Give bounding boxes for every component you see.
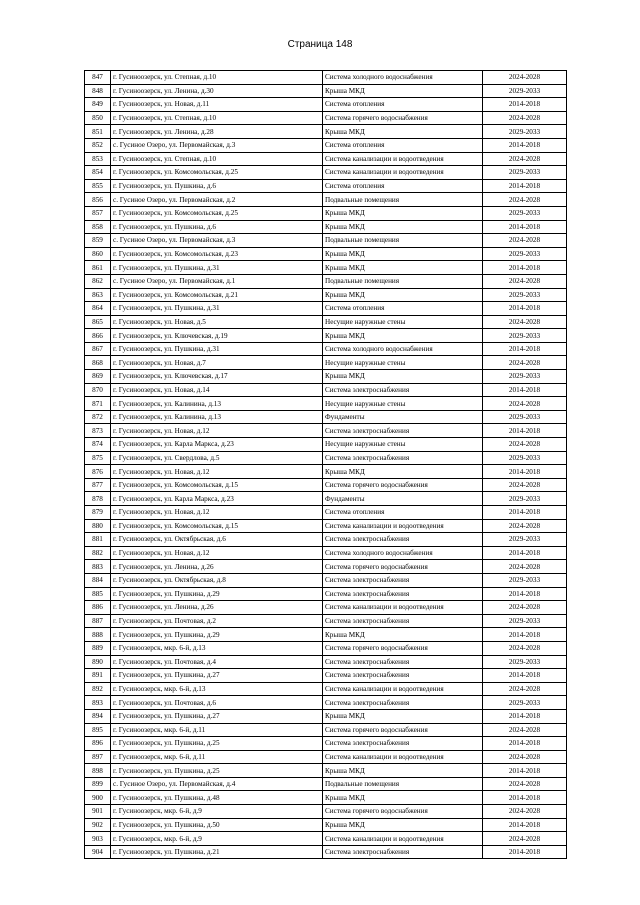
row-number-cell: 872 xyxy=(85,410,111,424)
system-cell: Система электроснабжения xyxy=(323,587,483,601)
period-cell: 2029-2033 xyxy=(483,370,567,384)
address-cell: г. Гусиноозерск, мкр. 6-й, д.13 xyxy=(111,682,323,696)
table-row xyxy=(85,519,567,533)
address-cell: с. Гусиное Озеро, ул. Первомайская, д.1 xyxy=(111,274,323,288)
period-cell: 2014-2018 xyxy=(483,179,567,193)
address-cell: г. Гусиноозерск, ул. Пушкина, д.29 xyxy=(111,628,323,642)
system-cell: Фундаменты xyxy=(323,492,483,506)
table-row xyxy=(85,206,567,220)
row-number-cell: 892 xyxy=(85,682,111,696)
table-row xyxy=(85,410,567,424)
table-row xyxy=(85,247,567,261)
row-number-cell: 853 xyxy=(85,152,111,166)
row-number-cell: 861 xyxy=(85,261,111,275)
row-number-cell: 860 xyxy=(85,247,111,261)
row-number-cell: 891 xyxy=(85,669,111,683)
system-cell: Система холодного водоснабжения xyxy=(323,342,483,356)
system-cell: Система канализации и водоотведения xyxy=(323,682,483,696)
period-cell: 2014-2018 xyxy=(483,845,567,859)
period-cell: 2024-2028 xyxy=(483,601,567,615)
row-number-cell: 897 xyxy=(85,750,111,764)
table-row xyxy=(85,261,567,275)
row-number-cell: 894 xyxy=(85,709,111,723)
period-cell: 2014-2018 xyxy=(483,506,567,520)
system-cell: Система отопления xyxy=(323,98,483,112)
table-row xyxy=(85,560,567,574)
table-row xyxy=(85,709,567,723)
period-cell: 2029-2033 xyxy=(483,655,567,669)
system-cell: Несущие наружные стены xyxy=(323,356,483,370)
table-row xyxy=(85,152,567,166)
repair-schedule-table xyxy=(84,70,567,859)
period-cell: 2014-2018 xyxy=(483,424,567,438)
address-cell: г. Гусиноозерск, ул. Калинина, д.13 xyxy=(111,410,323,424)
period-cell: 2014-2018 xyxy=(483,587,567,601)
period-cell: 2024-2028 xyxy=(483,274,567,288)
period-cell: 2014-2018 xyxy=(483,709,567,723)
system-cell: Система отопления xyxy=(323,138,483,152)
period-cell: 2024-2028 xyxy=(483,682,567,696)
row-number-cell: 856 xyxy=(85,193,111,207)
system-cell: Фундаменты xyxy=(323,410,483,424)
system-cell: Система холодного водоснабжения xyxy=(323,546,483,560)
address-cell: г. Гусиноозерск, ул. Ленина, д.30 xyxy=(111,84,323,98)
row-number-cell: 864 xyxy=(85,302,111,316)
system-cell: Подвальные помещения xyxy=(323,274,483,288)
page-number-label: Страница 148 xyxy=(287,39,353,50)
table-row xyxy=(85,274,567,288)
table-row xyxy=(85,805,567,819)
address-cell: с. Гусиное Озеро, ул. Первомайская, д.3 xyxy=(111,138,323,152)
row-number-cell: 868 xyxy=(85,356,111,370)
address-cell: г. Гусиноозерск, ул. Комсомольская, д.23 xyxy=(111,247,323,261)
table-row xyxy=(85,111,567,125)
system-cell: Система электроснабжения xyxy=(323,614,483,628)
address-cell: г. Гусиноозерск, ул. Почтовая, д.6 xyxy=(111,696,323,710)
table-row xyxy=(85,451,567,465)
row-number-cell: 848 xyxy=(85,84,111,98)
row-number-cell: 874 xyxy=(85,438,111,452)
address-cell: г. Гусиноозерск, мкр. 6-й, д.13 xyxy=(111,641,323,655)
address-cell: г. Гусиноозерск, ул. Пушкина, д.50 xyxy=(111,818,323,832)
address-cell: с. Гусиное Озеро, ул. Первомайская, д.3 xyxy=(111,234,323,248)
system-cell: Несущие наружные стены xyxy=(323,397,483,411)
table-row xyxy=(85,845,567,859)
system-cell: Система отопления xyxy=(323,302,483,316)
row-number-cell: 852 xyxy=(85,138,111,152)
row-number-cell: 888 xyxy=(85,628,111,642)
row-number-cell: 886 xyxy=(85,601,111,615)
table-row xyxy=(85,723,567,737)
system-cell: Система электроснабжения xyxy=(323,573,483,587)
period-cell: 2014-2018 xyxy=(483,465,567,479)
table-row xyxy=(85,234,567,248)
period-cell: 2014-2018 xyxy=(483,546,567,560)
address-cell: г. Гусиноозерск, ул. Свердлова, д.5 xyxy=(111,451,323,465)
table-row xyxy=(85,587,567,601)
address-cell: г. Гусиноозерск, ул. Почтовая, д.4 xyxy=(111,655,323,669)
period-cell: 2014-2018 xyxy=(483,737,567,751)
row-number-cell: 885 xyxy=(85,587,111,601)
system-cell: Система горячего водоснабжения xyxy=(323,560,483,574)
row-number-cell: 850 xyxy=(85,111,111,125)
address-cell: г. Гусиноозерск, ул. Комсомольская, д.25 xyxy=(111,166,323,180)
row-number-cell: 903 xyxy=(85,832,111,846)
table-row xyxy=(85,791,567,805)
system-cell: Крыша МКД xyxy=(323,370,483,384)
table-row xyxy=(85,682,567,696)
system-cell: Крыша МКД xyxy=(323,288,483,302)
period-cell: 2029-2033 xyxy=(483,125,567,139)
system-cell: Крыша МКД xyxy=(323,84,483,98)
address-cell: г. Гусиноозерск, ул. Пушкина, д.27 xyxy=(111,709,323,723)
system-cell: Система электроснабжения xyxy=(323,737,483,751)
table-row xyxy=(85,342,567,356)
row-number-cell: 882 xyxy=(85,546,111,560)
address-cell: г. Гусиноозерск, ул. Ключевская, д.19 xyxy=(111,329,323,343)
table-row xyxy=(85,383,567,397)
table-row xyxy=(85,329,567,343)
table-row xyxy=(85,220,567,234)
address-cell: г. Гусиноозерск, мкр. 6-й, д.11 xyxy=(111,723,323,737)
system-cell: Крыша МКД xyxy=(323,261,483,275)
table-body xyxy=(85,71,567,859)
address-cell: с. Гусиное Озеро, ул. Первомайская, д.2 xyxy=(111,193,323,207)
row-number-cell: 900 xyxy=(85,791,111,805)
table-row xyxy=(85,750,567,764)
address-cell: г. Гусиноозерск, ул. Ленина, д.26 xyxy=(111,601,323,615)
address-cell: г. Гусиноозерск, ул. Пушкина, д.21 xyxy=(111,845,323,859)
table-row xyxy=(85,546,567,560)
table-row xyxy=(85,71,567,85)
table-row xyxy=(85,179,567,193)
system-cell: Система холодного водоснабжения xyxy=(323,71,483,85)
address-cell: г. Гусиноозерск, ул. Комсомольская, д.15 xyxy=(111,478,323,492)
period-cell: 2014-2018 xyxy=(483,302,567,316)
table-row xyxy=(85,98,567,112)
period-cell: 2024-2028 xyxy=(483,805,567,819)
address-cell: г. Гусиноозерск, ул. Карла Маркса, д.23 xyxy=(111,438,323,452)
row-number-cell: 870 xyxy=(85,383,111,397)
system-cell: Система электроснабжения xyxy=(323,533,483,547)
row-number-cell: 849 xyxy=(85,98,111,112)
table-row xyxy=(85,370,567,384)
system-cell: Система канализации и водоотведения xyxy=(323,166,483,180)
address-cell: г. Гусиноозерск, ул. Пушкина, д.6 xyxy=(111,179,323,193)
address-cell: г. Гусиноозерск, ул. Карла Маркса, д.23 xyxy=(111,492,323,506)
row-number-cell: 851 xyxy=(85,125,111,139)
row-number-cell: 884 xyxy=(85,573,111,587)
address-cell: г. Гусиноозерск, ул. Новая, д.14 xyxy=(111,383,323,397)
row-number-cell: 890 xyxy=(85,655,111,669)
address-cell: г. Гусиноозерск, ул. Ленина, д.28 xyxy=(111,125,323,139)
system-cell: Система электроснабжения xyxy=(323,451,483,465)
system-cell: Система канализации и водоотведения xyxy=(323,750,483,764)
period-cell: 2024-2028 xyxy=(483,397,567,411)
period-cell: 2029-2033 xyxy=(483,451,567,465)
address-cell: г. Гусиноозерск, ул. Пушкина, д.31 xyxy=(111,261,323,275)
system-cell: Несущие наружные стены xyxy=(323,438,483,452)
address-cell: г. Гусиноозерск, ул. Степная, д.10 xyxy=(111,71,323,85)
period-cell: 2029-2033 xyxy=(483,84,567,98)
address-cell: г. Гусиноозерск, ул. Новая, д.12 xyxy=(111,546,323,560)
address-cell: г. Гусиноозерск, ул. Октябрьская, д.6 xyxy=(111,533,323,547)
period-cell: 2014-2018 xyxy=(483,98,567,112)
period-cell: 2014-2018 xyxy=(483,261,567,275)
period-cell: 2014-2018 xyxy=(483,791,567,805)
address-cell: г. Гусиноозерск, ул. Новая, д.12 xyxy=(111,424,323,438)
address-cell: г. Гусиноозерск, ул. Новая, д.7 xyxy=(111,356,323,370)
period-cell: 2029-2033 xyxy=(483,696,567,710)
period-cell: 2014-2018 xyxy=(483,342,567,356)
address-cell: г. Гусиноозерск, ул. Почтовая, д.2 xyxy=(111,614,323,628)
table-row xyxy=(85,655,567,669)
row-number-cell: 880 xyxy=(85,519,111,533)
row-number-cell: 854 xyxy=(85,166,111,180)
period-cell: 2029-2033 xyxy=(483,288,567,302)
system-cell: Система канализации и водоотведения xyxy=(323,601,483,615)
system-cell: Крыша МКД xyxy=(323,206,483,220)
table-row xyxy=(85,818,567,832)
row-number-cell: 889 xyxy=(85,641,111,655)
address-cell: г. Гусиноозерск, ул. Новая, д.11 xyxy=(111,98,323,112)
address-cell: г. Гусиноозерск, ул. Калинина, д.13 xyxy=(111,397,323,411)
system-cell: Крыша МКД xyxy=(323,709,483,723)
table-row xyxy=(85,614,567,628)
period-cell: 2029-2033 xyxy=(483,614,567,628)
table-row xyxy=(85,573,567,587)
period-cell: 2024-2028 xyxy=(483,438,567,452)
period-cell: 2014-2018 xyxy=(483,628,567,642)
row-number-cell: 871 xyxy=(85,397,111,411)
row-number-cell: 902 xyxy=(85,818,111,832)
row-number-cell: 876 xyxy=(85,465,111,479)
system-cell: Система горячего водоснабжения xyxy=(323,641,483,655)
row-number-cell: 895 xyxy=(85,723,111,737)
system-cell: Крыша МКД xyxy=(323,329,483,343)
address-cell: г. Гусиноозерск, ул. Новая, д.5 xyxy=(111,315,323,329)
row-number-cell: 847 xyxy=(85,71,111,85)
row-number-cell: 863 xyxy=(85,288,111,302)
row-number-cell: 862 xyxy=(85,274,111,288)
period-cell: 2029-2033 xyxy=(483,410,567,424)
row-number-cell: 881 xyxy=(85,533,111,547)
table-row xyxy=(85,138,567,152)
period-cell: 2024-2028 xyxy=(483,152,567,166)
system-cell: Система горячего водоснабжения xyxy=(323,478,483,492)
row-number-cell: 855 xyxy=(85,179,111,193)
period-cell: 2024-2028 xyxy=(483,832,567,846)
address-cell: г. Гусиноозерск, ул. Пушкина, д.6 xyxy=(111,220,323,234)
table-row xyxy=(85,777,567,791)
period-cell: 2029-2033 xyxy=(483,492,567,506)
period-cell: 2029-2033 xyxy=(483,533,567,547)
period-cell: 2014-2018 xyxy=(483,669,567,683)
system-cell: Крыша МКД xyxy=(323,764,483,778)
period-cell: 2024-2028 xyxy=(483,750,567,764)
row-number-cell: 867 xyxy=(85,342,111,356)
row-number-cell: 898 xyxy=(85,764,111,778)
address-cell: г. Гусиноозерск, ул. Пушкина, д.25 xyxy=(111,737,323,751)
system-cell: Подвальные помещения xyxy=(323,777,483,791)
period-cell: 2014-2018 xyxy=(483,764,567,778)
system-cell: Система электроснабжения xyxy=(323,669,483,683)
system-cell: Подвальные помещения xyxy=(323,193,483,207)
system-cell: Система электроснабжения xyxy=(323,424,483,438)
row-number-cell: 877 xyxy=(85,478,111,492)
row-number-cell: 879 xyxy=(85,506,111,520)
table-row xyxy=(85,696,567,710)
period-cell: 2024-2028 xyxy=(483,519,567,533)
address-cell: г. Гусиноозерск, ул. Новая, д.12 xyxy=(111,506,323,520)
table-row xyxy=(85,478,567,492)
system-cell: Крыша МКД xyxy=(323,125,483,139)
address-cell: г. Гусиноозерск, ул. Пушкина, д.48 xyxy=(111,791,323,805)
table-row xyxy=(85,315,567,329)
row-number-cell: 875 xyxy=(85,451,111,465)
system-cell: Система канализации и водоотведения xyxy=(323,519,483,533)
system-cell: Крыша МКД xyxy=(323,465,483,479)
address-cell: г. Гусиноозерск, ул. Комсомольская, д.15 xyxy=(111,519,323,533)
system-cell: Система канализации и водоотведения xyxy=(323,832,483,846)
period-cell: 2029-2033 xyxy=(483,206,567,220)
table-row xyxy=(85,832,567,846)
row-number-cell: 893 xyxy=(85,696,111,710)
row-number-cell: 857 xyxy=(85,206,111,220)
system-cell: Несущие наружные стены xyxy=(323,315,483,329)
system-cell: Система электроснабжения xyxy=(323,696,483,710)
address-cell: г. Гусиноозерск, ул. Пушкина, д.29 xyxy=(111,587,323,601)
table-row xyxy=(85,302,567,316)
period-cell: 2029-2033 xyxy=(483,329,567,343)
row-number-cell: 858 xyxy=(85,220,111,234)
table-row xyxy=(85,125,567,139)
row-number-cell: 887 xyxy=(85,614,111,628)
system-cell: Система горячего водоснабжения xyxy=(323,111,483,125)
period-cell: 2024-2028 xyxy=(483,193,567,207)
period-cell: 2029-2033 xyxy=(483,166,567,180)
row-number-cell: 904 xyxy=(85,845,111,859)
period-cell: 2024-2028 xyxy=(483,111,567,125)
address-cell: г. Гусиноозерск, мкр. 6-й, д.9 xyxy=(111,805,323,819)
table-row xyxy=(85,465,567,479)
table-row xyxy=(85,193,567,207)
address-cell: г. Гусиноозерск, ул. Пушкина, д.31 xyxy=(111,342,323,356)
row-number-cell: 899 xyxy=(85,777,111,791)
row-number-cell: 859 xyxy=(85,234,111,248)
address-cell: г. Гусиноозерск, ул. Пушкина, д.25 xyxy=(111,764,323,778)
address-cell: г. Гусиноозерск, ул. Комсомольская, д.21 xyxy=(111,288,323,302)
system-cell: Система канализации и водоотведения xyxy=(323,152,483,166)
address-cell: г. Гусиноозерск, ул. Ключевская, д.17 xyxy=(111,370,323,384)
row-number-cell: 866 xyxy=(85,329,111,343)
period-cell: 2024-2028 xyxy=(483,777,567,791)
system-cell: Система электроснабжения xyxy=(323,383,483,397)
period-cell: 2014-2018 xyxy=(483,220,567,234)
table-row xyxy=(85,492,567,506)
system-cell: Крыша МКД xyxy=(323,247,483,261)
address-cell: г. Гусиноозерск, ул. Степная, д.10 xyxy=(111,152,323,166)
address-cell: г. Гусиноозерск, ул. Пушкина, д.31 xyxy=(111,302,323,316)
table-row xyxy=(85,641,567,655)
period-cell: 2024-2028 xyxy=(483,478,567,492)
system-cell: Крыша МКД xyxy=(323,628,483,642)
table-row xyxy=(85,438,567,452)
period-cell: 2024-2028 xyxy=(483,315,567,329)
address-cell: г. Гусиноозерск, ул. Пушкина, д.27 xyxy=(111,669,323,683)
system-cell: Система горячего водоснабжения xyxy=(323,805,483,819)
address-cell: г. Гусиноозерск, ул. Степная, д.10 xyxy=(111,111,323,125)
row-number-cell: 883 xyxy=(85,560,111,574)
table-row xyxy=(85,288,567,302)
period-cell: 2024-2028 xyxy=(483,723,567,737)
table-row xyxy=(85,669,567,683)
period-cell: 2014-2018 xyxy=(483,818,567,832)
table-row xyxy=(85,424,567,438)
system-cell: Крыша МКД xyxy=(323,818,483,832)
row-number-cell: 901 xyxy=(85,805,111,819)
period-cell: 2029-2033 xyxy=(483,247,567,261)
table-row xyxy=(85,628,567,642)
address-cell: г. Гусиноозерск, ул. Комсомольская, д.25 xyxy=(111,206,323,220)
period-cell: 2024-2028 xyxy=(483,641,567,655)
address-cell: г. Гусиноозерск, ул. Октябрьская, д.8 xyxy=(111,573,323,587)
system-cell: Система горячего водоснабжения xyxy=(323,723,483,737)
table-row xyxy=(85,84,567,98)
table-row xyxy=(85,764,567,778)
period-cell: 2024-2028 xyxy=(483,560,567,574)
system-cell: Крыша МКД xyxy=(323,220,483,234)
system-cell: Крыша МКД xyxy=(323,791,483,805)
table-row xyxy=(85,737,567,751)
period-cell: 2014-2018 xyxy=(483,138,567,152)
row-number-cell: 873 xyxy=(85,424,111,438)
address-cell: г. Гусиноозерск, мкр. 6-й, д.11 xyxy=(111,750,323,764)
period-cell: 2014-2018 xyxy=(483,383,567,397)
table-row xyxy=(85,356,567,370)
system-cell: Подвальные помещения xyxy=(323,234,483,248)
address-cell: г. Гусиноозерск, мкр. 6-й, д.9 xyxy=(111,832,323,846)
row-number-cell: 878 xyxy=(85,492,111,506)
row-number-cell: 896 xyxy=(85,737,111,751)
system-cell: Система электроснабжения xyxy=(323,655,483,669)
table-row xyxy=(85,601,567,615)
table-row xyxy=(85,397,567,411)
row-number-cell: 869 xyxy=(85,370,111,384)
table-row xyxy=(85,166,567,180)
system-cell: Система отопления xyxy=(323,179,483,193)
period-cell: 2029-2033 xyxy=(483,573,567,587)
table-row xyxy=(85,506,567,520)
table-row xyxy=(85,533,567,547)
row-number-cell: 865 xyxy=(85,315,111,329)
period-cell: 2024-2028 xyxy=(483,356,567,370)
address-cell: г. Гусиноозерск, ул. Ленина, д.26 xyxy=(111,560,323,574)
system-cell: Система отопления xyxy=(323,506,483,520)
period-cell: 2024-2028 xyxy=(483,234,567,248)
address-cell: г. Гусиноозерск, ул. Новая, д.12 xyxy=(111,465,323,479)
system-cell: Система электроснабжения xyxy=(323,845,483,859)
period-cell: 2024-2028 xyxy=(483,71,567,85)
address-cell: с. Гусиное Озеро, ул. Первомайская, д.4 xyxy=(111,777,323,791)
